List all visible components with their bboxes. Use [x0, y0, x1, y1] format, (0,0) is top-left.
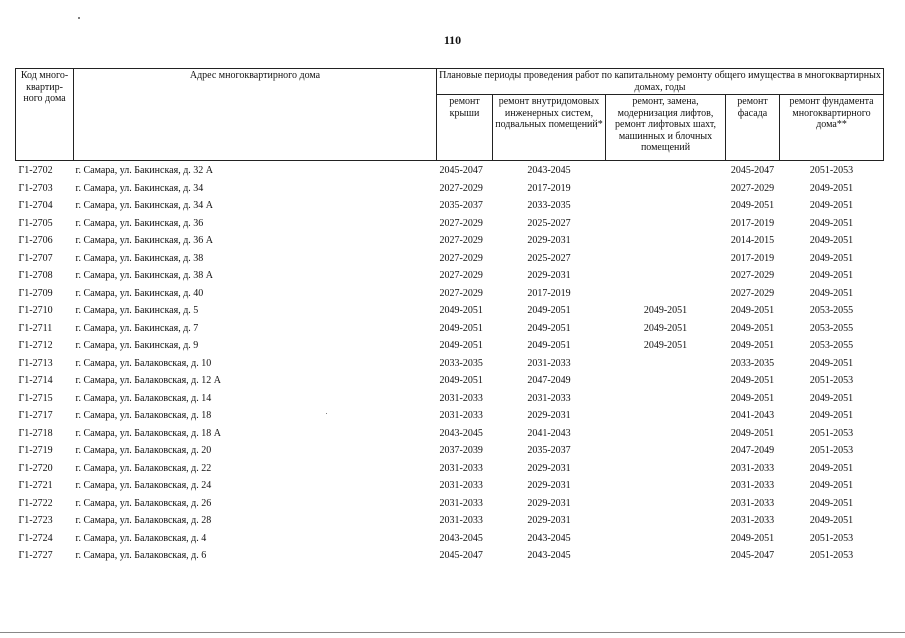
cell-engineering: 2029-2031 — [527, 480, 571, 491]
cell-roof: 2049-2051 — [439, 340, 483, 351]
cell-facade: 2049-2051 — [730, 427, 775, 439]
header-engineering: ремонт внутридомовых инженерных систем, подвальных помещений* — [493, 95, 606, 161]
table-row — [16, 407, 884, 425]
cell-engineering: 2049-2051 — [527, 305, 571, 316]
cell-engineering: 2025-2027 — [527, 252, 571, 264]
cell-foundation: 2049-2051 — [809, 217, 854, 229]
cell-roof: 2031-2033 — [439, 480, 483, 491]
cell-address: г. Самара, ул. Бакинская, д. 32 А — [75, 165, 214, 176]
cell-foundation: 2053-2055 — [809, 305, 854, 316]
cell-code: Г1-2713 — [18, 357, 53, 369]
cell-roof: 2031-2033 — [439, 497, 483, 509]
cell-address: г. Самара, ул. Балаковская, д. 14 — [75, 392, 212, 404]
scan-speck — [78, 17, 80, 19]
cell-foundation: 2049-2051 — [809, 462, 854, 474]
table-row — [16, 547, 884, 565]
cell-engineering: 2025-2027 — [527, 217, 571, 229]
cell-facade: 2027-2029 — [730, 270, 775, 281]
cell-facade: 2014-2015 — [730, 235, 775, 246]
cell-elevators — [606, 355, 726, 373]
table-row — [16, 250, 884, 268]
cell-address: г. Самара, ул. Бакинская, д. 36 — [75, 217, 204, 229]
cell-facade: 2031-2033 — [730, 462, 775, 474]
cell-foundation: 2051-2053 — [809, 165, 854, 176]
header-facade: ремонт фасада — [726, 95, 780, 161]
cell-roof: 2045-2047 — [439, 165, 483, 176]
cell-code: Г1-2707 — [18, 252, 53, 264]
cell-elevators — [606, 530, 726, 548]
cell-roof: 2027-2029 — [439, 182, 483, 194]
cell-elevators — [606, 267, 726, 285]
cell-elevators — [606, 161, 726, 180]
cell-facade: 2045-2047 — [730, 165, 775, 176]
cell-elevators: 2049-2051 — [643, 340, 688, 351]
table-row — [16, 460, 884, 478]
cell-address: г. Самара, ул. Бакинская, д. 7 — [75, 322, 199, 334]
cell-roof: 2049-2051 — [439, 322, 483, 334]
cell-address: г. Самара, ул. Балаковская, д. 6 — [75, 550, 207, 561]
cell-foundation: 2049-2051 — [809, 480, 854, 491]
cell-elevators — [606, 197, 726, 215]
cell-elevators — [606, 390, 726, 408]
cell-facade: 2027-2029 — [730, 182, 775, 194]
cell-code: Г1-2717 — [18, 410, 53, 421]
cell-elevators — [606, 442, 726, 460]
cell-code: Г1-2714 — [18, 375, 53, 386]
cell-engineering: 2029-2031 — [527, 515, 571, 526]
cell-roof: 2045-2047 — [439, 550, 483, 561]
table-row — [16, 425, 884, 443]
cell-roof: 2037-2039 — [439, 445, 483, 456]
cell-engineering: 2031-2033 — [527, 357, 571, 369]
header-foundation: ремонт фундамента многоквартирного дома** — [780, 95, 884, 161]
cell-roof: 2031-2033 — [439, 515, 483, 526]
cell-elevators — [606, 285, 726, 303]
cell-address: г. Самара, ул. Бакинская, д. 40 — [75, 287, 204, 299]
cell-elevators — [606, 407, 726, 425]
cell-foundation: 2049-2051 — [809, 252, 854, 264]
cell-engineering: 2049-2051 — [527, 340, 571, 351]
table-row — [16, 267, 884, 285]
cell-elevators — [606, 232, 726, 250]
cell-foundation: 2049-2051 — [809, 270, 854, 281]
cell-roof: 2033-2035 — [439, 357, 483, 369]
cell-roof: 2027-2029 — [439, 217, 483, 229]
table-row — [16, 477, 884, 495]
cell-roof: 2031-2033 — [439, 462, 483, 474]
cell-facade: 2049-2051 — [730, 532, 775, 544]
cell-facade: 2031-2033 — [730, 515, 775, 526]
table-body — [16, 161, 884, 565]
cell-elevators — [606, 477, 726, 495]
cell-code: Г1-2723 — [18, 515, 53, 526]
table-row — [16, 372, 884, 390]
cell-elevators — [606, 372, 726, 390]
cell-facade: 2031-2033 — [730, 480, 775, 491]
cell-foundation: 2051-2053 — [809, 375, 854, 386]
cell-foundation: 2051-2053 — [809, 532, 854, 544]
table-row — [16, 161, 884, 180]
cell-facade: 2031-2033 — [730, 497, 775, 509]
cell-code: Г1-2719 — [18, 445, 53, 456]
cell-engineering: 2043-2045 — [527, 532, 571, 544]
table-row — [16, 355, 884, 373]
cell-address: г. Самара, ул. Балаковская, д. 10 — [75, 357, 212, 369]
cell-engineering: 2029-2031 — [527, 270, 571, 281]
cell-engineering: 2049-2051 — [527, 322, 571, 334]
cell-elevators — [606, 425, 726, 443]
cell-address: г. Самара, ул. Балаковская, д. 4 — [75, 532, 207, 544]
cell-code: Г1-2704 — [18, 200, 53, 211]
cell-engineering: 2043-2045 — [527, 550, 571, 561]
cell-address: г. Самара, ул. Балаковская, д. 24 — [75, 480, 212, 491]
cell-elevators — [606, 215, 726, 233]
cell-facade: 2047-2049 — [730, 445, 775, 456]
cell-foundation: 2051-2053 — [809, 550, 854, 561]
cell-elevators: 2049-2051 — [643, 322, 688, 334]
cell-code: Г1-2702 — [18, 165, 53, 176]
cell-elevators — [606, 547, 726, 565]
cell-code: Г1-2703 — [18, 182, 53, 194]
cell-facade: 2017-2019 — [730, 252, 775, 264]
cell-roof: 2031-2033 — [439, 392, 483, 404]
cell-code: Г1-2722 — [18, 497, 53, 509]
table-row — [16, 320, 884, 338]
cell-code: Г1-2715 — [18, 392, 53, 404]
cell-foundation: 2049-2051 — [809, 357, 854, 369]
cell-roof: 2035-2037 — [439, 200, 483, 211]
cell-foundation: 2049-2051 — [809, 515, 854, 526]
page-number: 110 — [443, 33, 462, 47]
cell-elevators — [606, 460, 726, 478]
header-address: Адрес многоквартирного дома — [74, 69, 437, 161]
table-header — [16, 69, 884, 161]
cell-foundation: 2053-2055 — [809, 340, 854, 351]
cell-address: г. Самара, ул. Балаковская, д. 22 — [75, 462, 212, 474]
cell-engineering: 2017-2019 — [527, 287, 571, 299]
cell-engineering: 2033-2035 — [527, 200, 571, 211]
cell-code: Г1-2706 — [18, 235, 53, 246]
header-elevators: ремонт, замена, модернизация лифтов, ремонт лифтовых шахт, машинных и блочных помещений — [606, 95, 726, 161]
cell-address: г. Самара, ул. Балаковская, д. 18 А — [75, 427, 221, 439]
cell-foundation: 2051-2053 — [809, 427, 854, 439]
cell-engineering: 2029-2031 — [527, 410, 571, 421]
table-row — [16, 530, 884, 548]
cell-code: Г1-2710 — [18, 305, 53, 316]
cell-facade: 2049-2051 — [730, 200, 775, 211]
cell-address: г. Самара, ул. Балаковская, д. 26 — [75, 497, 212, 509]
cell-facade: 2041-2043 — [730, 410, 775, 421]
cell-roof: 2027-2029 — [439, 252, 483, 264]
cell-code: Г1-2709 — [18, 287, 53, 299]
cell-code: Г1-2727 — [18, 550, 53, 561]
cell-roof: 2049-2051 — [439, 375, 483, 386]
cell-address: г. Самара, ул. Бакинская, д. 34 — [75, 182, 204, 194]
cell-roof: 2049-2051 — [439, 305, 483, 316]
header-roof: ремонт крыши — [437, 95, 493, 161]
cell-elevators: 2049-2051 — [643, 305, 688, 316]
table-row — [16, 215, 884, 233]
cell-code: Г1-2712 — [18, 340, 53, 351]
cell-facade: 2049-2051 — [730, 322, 775, 334]
scan-speck — [326, 413, 327, 414]
cell-roof: 2027-2029 — [439, 270, 483, 281]
cell-roof: 2027-2029 — [439, 235, 483, 246]
cell-code: Г1-2721 — [18, 480, 53, 491]
cell-engineering: 2029-2031 — [527, 462, 571, 474]
header-code: Код много-квартир-ного дома — [16, 69, 74, 161]
cell-roof: 2027-2029 — [439, 287, 483, 299]
table-row — [16, 512, 884, 530]
cell-address: г. Самара, ул. Балаковская, д. 28 — [75, 515, 212, 526]
cell-address: г. Самара, ул. Балаковская, д. 12 А — [75, 375, 221, 386]
cell-engineering: 2041-2043 — [527, 427, 571, 439]
cell-foundation: 2049-2051 — [809, 410, 854, 421]
table-row — [16, 197, 884, 215]
cell-foundation: 2053-2055 — [809, 322, 854, 334]
cell-foundation: 2049-2051 — [809, 287, 854, 299]
cell-engineering: 2029-2031 — [527, 497, 571, 509]
cell-code: Г1-2724 — [18, 532, 53, 544]
cell-facade: 2033-2035 — [730, 357, 775, 369]
cell-engineering: 2029-2031 — [527, 235, 571, 246]
cell-facade: 2017-2019 — [730, 217, 775, 229]
cell-foundation: 2049-2051 — [809, 182, 854, 194]
cell-address: г. Самара, ул. Бакинская, д. 36 А — [75, 235, 214, 246]
table-row — [16, 442, 884, 460]
cell-roof: 2043-2045 — [439, 427, 483, 439]
cell-elevators — [606, 495, 726, 513]
cell-foundation: 2049-2051 — [809, 497, 854, 509]
cell-foundation: 2049-2051 — [809, 235, 854, 246]
table-row — [16, 302, 884, 320]
cell-engineering: 2031-2033 — [527, 392, 571, 404]
cell-address: г. Самара, ул. Бакинская, д. 9 — [75, 340, 199, 351]
cell-facade: 2027-2029 — [730, 287, 775, 299]
table-row — [16, 495, 884, 513]
cell-foundation: 2049-2051 — [809, 392, 854, 404]
table-row — [16, 180, 884, 198]
cell-code: Г1-2720 — [18, 462, 53, 474]
cell-elevators — [606, 250, 726, 268]
capital-repair-table — [15, 68, 884, 565]
bottom-edge-line — [0, 632, 905, 633]
cell-roof: 2031-2033 — [439, 410, 483, 421]
cell-address: г. Самара, ул. Бакинская, д. 38 — [75, 252, 204, 264]
cell-engineering: 2035-2037 — [527, 445, 571, 456]
cell-address: г. Самара, ул. Балаковская, д. 20 — [75, 445, 212, 456]
cell-code: Г1-2705 — [18, 217, 53, 229]
cell-code: Г1-2708 — [18, 270, 53, 281]
cell-code: Г1-2718 — [18, 427, 53, 439]
cell-roof: 2043-2045 — [439, 532, 483, 544]
cell-address: г. Самара, ул. Бакинская, д. 34 А — [75, 200, 214, 211]
cell-foundation: 2049-2051 — [809, 200, 854, 211]
cell-code: Г1-2711 — [18, 322, 53, 334]
cell-engineering: 2017-2019 — [527, 182, 571, 194]
cell-facade: 2049-2051 — [730, 305, 775, 316]
cell-address: г. Самара, ул. Бакинская, д. 5 — [75, 305, 199, 316]
cell-address: г. Самара, ул. Балаковская, д. 18 — [75, 410, 212, 421]
table-row — [16, 337, 884, 355]
table-row — [16, 285, 884, 303]
cell-facade: 2049-2051 — [730, 375, 775, 386]
cell-engineering: 2047-2049 — [527, 375, 571, 386]
cell-address: г. Самара, ул. Бакинская, д. 38 А — [75, 270, 214, 281]
cell-elevators — [606, 512, 726, 530]
header-periods-group: Плановые периоды проведения работ по капитальному ремонту общего имущества в многоквартирных домах, годы — [437, 69, 884, 95]
cell-facade: 2049-2051 — [730, 392, 775, 404]
cell-engineering: 2043-2045 — [527, 165, 571, 176]
cell-foundation: 2051-2053 — [809, 445, 854, 456]
table-row — [16, 232, 884, 250]
cell-facade: 2045-2047 — [730, 550, 775, 561]
table-row — [16, 390, 884, 408]
cell-elevators — [606, 180, 726, 198]
cell-facade: 2049-2051 — [730, 340, 775, 351]
